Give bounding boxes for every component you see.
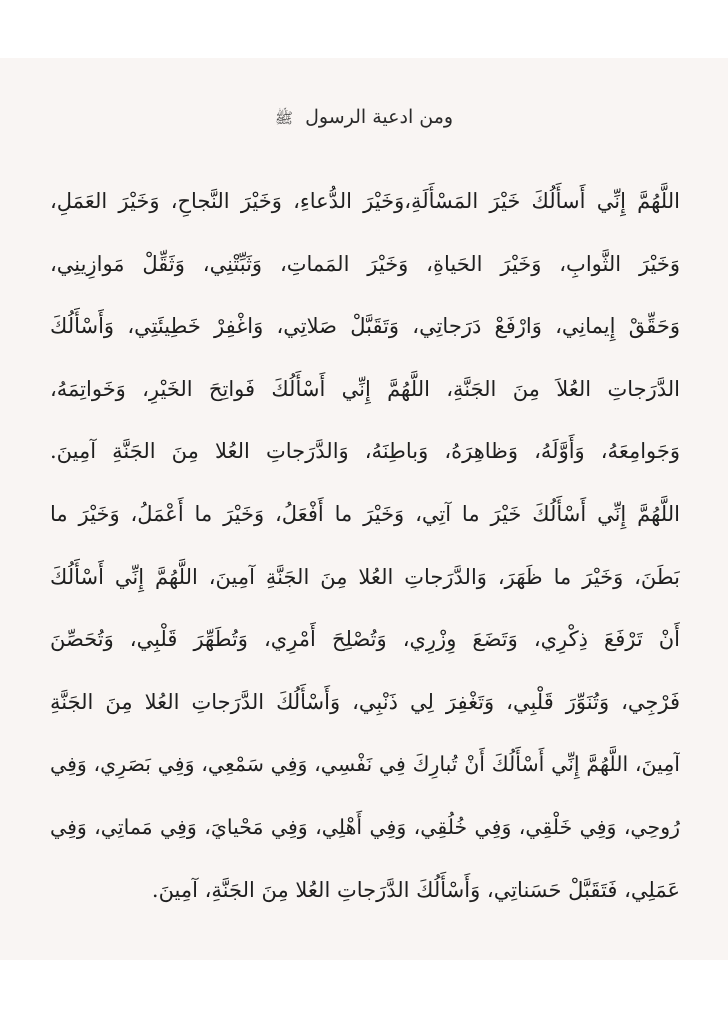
text-line-11: رُوحِي، وَفِي خَلْقِي، وَفِي خُلُقِي، وَفِي أَهْلِي، وَفِي مَحْيايَ، وَفِي مَماتِي، وَفِي bbox=[50, 814, 680, 839]
text-line-6: اللَّهُمَّ إِنِّي أَسْأَلُكَ خَيْرَ ما آتِي، وَخَيْرَ ما أَفْعَلُ، وَخَيْرَ ما أَعْمَلُ، وَخَيْرَ ما bbox=[50, 501, 680, 526]
document-page bbox=[0, 58, 728, 960]
text-line-1: اللَّهُمَّ إِنِّي أَسأَلُكَ خَيْرَ المَسْأَلَةِ،وَخَيْرَ الدُّعاءِ، وَخَيْرَ النَّجاحِ، وَخَيْرَ العَمَلِ، bbox=[50, 189, 680, 213]
honorific-mark: ﷺ bbox=[274, 109, 294, 127]
text-line-10: آمِينَ، اللَّهُمَّ إِنِّي أَسْأَلُكَ أَنْ تُبارِكَ فِي نَفْسِي، وَفِي سَمْعِي، وَفِي بَصَرِي، وَفِي bbox=[50, 752, 680, 777]
text-line-8: أَنْ تَرْفَعَ ذِكْرِي، وَتَضَعَ وِزْرِي، وَتُصْلِحَ أَمْرِي، وَتُطَهِّرَ قَلْبِي، وَتُحَصِّنَ bbox=[50, 627, 680, 652]
supplication-text bbox=[50, 170, 680, 921]
text-line-5: وَجَوامِعَهُ، وَأَوَّلَهُ، وَظاهِرَهُ، وَباطِنَهُ، وَالدَّرَجاتِ العُلا مِنَ الجَنَّةِ آمِينَ. bbox=[50, 439, 680, 464]
text-line-7: بَطَنَ، وَخَيْرَ ما ظَهَرَ، وَالدَّرَجاتِ العُلا مِنَ الجَنَّةِ آمِينَ، اللَّهُمَّ إِنِّي أَسْأَلُكَ bbox=[50, 564, 680, 589]
text-line-9: فَرْجِي، وَتُنَوِّرَ قَلْبِي، وَتَغْفِرَ لِي ذَنْبِي، وَأَسْأَلُكَ الدَّرَجاتِ العُلا مِنَ الجَنَّةِ bbox=[50, 689, 680, 714]
text-line-4: الدَّرَجاتِ العُلاَ مِنَ الجَنَّةِ، اللَّهُمَّ إِنِّي أَسْأَلُكَ فَواتِحَ الخَيْرِ، وَخَواتِمَهُ، bbox=[50, 376, 680, 401]
title-text: ومن ادعية الرسول bbox=[305, 106, 454, 128]
text-line-12: عَمَلِي، فَتَقَبَّلْ حَسَناتِي، وَأَسْأَلُكَ الدَّرَجاتِ العُلا مِنَ الجَنَّةِ، آمِينَ. bbox=[151, 877, 680, 902]
page-title bbox=[0, 106, 728, 131]
text-line-2: وَخَيْرَ الثَّوابِ، وَخَيْرَ الحَياةِ، وَخَيْرَ المَماتِ، وَثَبِّتْنِي، وَثَقِّلْ مَوازِينِي، bbox=[50, 251, 680, 276]
text-line-3: وَحَقِّقْ إِيمانِي، وَارْفَعْ دَرَجاتِي، وَتَقَبَّلْ صَلاتِي، وَاغْفِرْ خَطِيئَتِي، وَأَسْأَلُكَ bbox=[50, 314, 680, 339]
